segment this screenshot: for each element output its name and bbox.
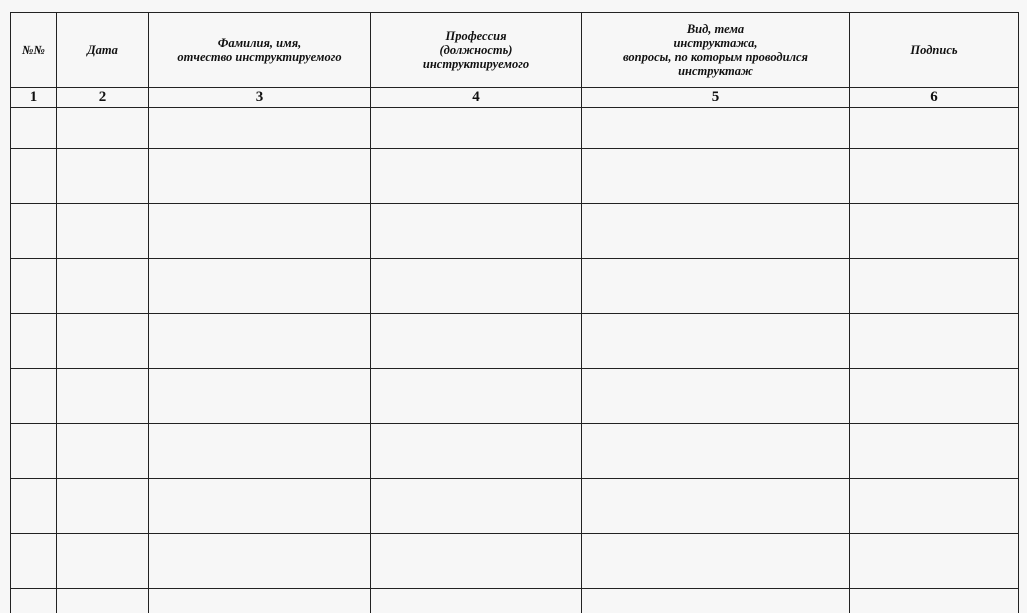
table-row [11,424,1019,479]
table-cell [850,314,1019,369]
table-cell [582,108,850,149]
header-profession: Профессия (должность) инструктируемого [371,13,582,88]
header-signature: Подпись [850,13,1019,88]
table-cell [11,314,57,369]
table-cell [11,369,57,424]
table-cell [371,534,582,589]
briefing-journal-table [10,12,1019,613]
table-cell [149,424,371,479]
table-cell [149,479,371,534]
table-cell [850,204,1019,259]
table-cell [582,149,850,204]
table-cell [11,149,57,204]
column-number: 6 [850,88,1019,108]
table-cell [57,204,149,259]
header-full-name: Фамилия, имя, отчество инструктируемого [149,13,371,88]
table-cell [57,589,149,613]
table-cell [582,424,850,479]
table-cell [57,369,149,424]
table-cell [850,479,1019,534]
table-cell [371,479,582,534]
table-cell [582,369,850,424]
table-cell [850,108,1019,149]
table-cell [149,369,371,424]
table-cell [582,589,850,613]
table-cell [11,589,57,613]
table-cell [57,534,149,589]
table-cell [582,314,850,369]
table-cell [371,259,582,314]
column-number: 1 [11,88,57,108]
table-cell [57,479,149,534]
table-cell [582,259,850,314]
column-number: 3 [149,88,371,108]
table-cell [149,534,371,589]
table-cell [57,108,149,149]
table-row [11,259,1019,314]
table-cell [371,149,582,204]
table-cell [371,108,582,149]
column-number: 2 [57,88,149,108]
column-number: 5 [582,88,850,108]
table-row [11,204,1019,259]
table-cell [57,314,149,369]
table-row [11,534,1019,589]
header-number: №№ [11,13,57,88]
table-row [11,479,1019,534]
table-cell [149,108,371,149]
table-cell [11,204,57,259]
table-cell [850,534,1019,589]
table-row [11,108,1019,149]
table-cell [11,259,57,314]
table-cell [371,589,582,613]
table-cell [11,479,57,534]
table-row [11,369,1019,424]
column-number: 4 [371,88,582,108]
table-cell [582,204,850,259]
table-cell [149,204,371,259]
table-cell [57,259,149,314]
header-row [11,13,1019,88]
table-cell [371,204,582,259]
table-cell [582,479,850,534]
table-cell [11,424,57,479]
header-briefing-topic: Вид, тема инструктажа, вопросы, по которым проводился инструктаж [582,13,850,88]
table-cell [850,589,1019,613]
journal-body [11,108,1019,613]
table-cell [850,259,1019,314]
table-row [11,589,1019,613]
table-cell [850,149,1019,204]
table-cell [850,424,1019,479]
table-cell [371,424,582,479]
table-cell [149,314,371,369]
table-cell [149,149,371,204]
table-cell [582,534,850,589]
table-cell [57,424,149,479]
table-row [11,149,1019,204]
header-date: Дата [57,13,149,88]
column-number-row [11,88,1019,108]
table-cell [850,369,1019,424]
table-cell [371,314,582,369]
table-cell [11,108,57,149]
table-cell [11,534,57,589]
table-cell [57,149,149,204]
table-cell [149,259,371,314]
table-cell [371,369,582,424]
table-row [11,314,1019,369]
table-cell [149,589,371,613]
